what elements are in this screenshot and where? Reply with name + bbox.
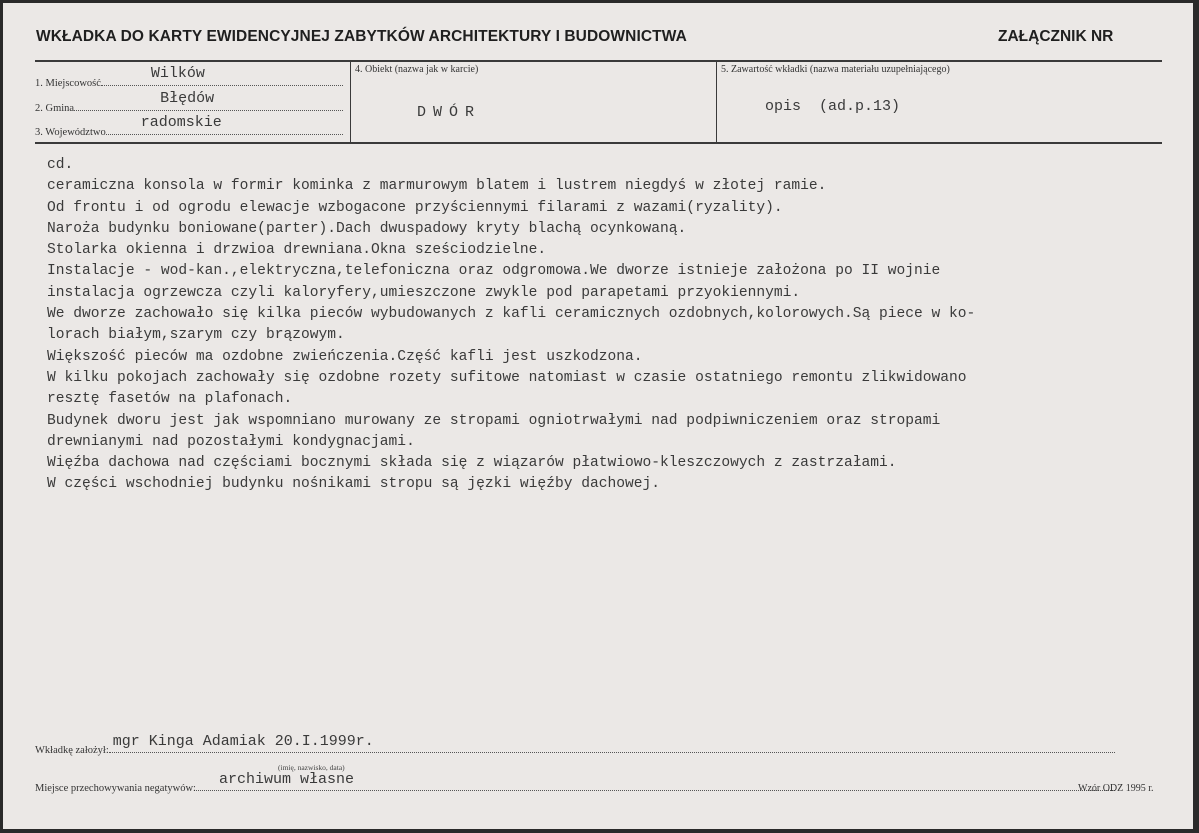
author-value: mgr Kinga Adamiak 20.I.1999r. — [112, 733, 374, 750]
author-hint: (imię, nazwisko, data) — [278, 763, 345, 772]
text-line: lorach białym,szarym czy brązowym. — [47, 327, 345, 344]
author-dotted-line — [109, 733, 1115, 753]
object-value: DWÓR — [417, 104, 482, 121]
text-line: We dworze zachowało się kilka pieców wybudowanych z kafli ceramicznych ozdobnych,kolorowych.Są piece w ko- — [47, 306, 976, 323]
text-line: Instalacje - wod-kan.,elektryczna,telefoniczna oraz odgromowa.We dworze istnieje założona po II wojnie — [47, 263, 941, 280]
negatives-dotted-line — [196, 771, 1115, 791]
commune-value: Błędów — [160, 90, 215, 107]
text-line: ceramiczna konsola w formir kominka z marmurowym blatem i lustrem niegdyś w złotej ramie. — [47, 178, 827, 195]
text-line: Więźba dachowa nad częściami bocznymi składa się z wiązarów płatwiowo-kleszczowych z zastrzałami. — [47, 455, 897, 472]
contents-value: opis (ad.p.13) — [765, 98, 901, 115]
author-label: Wkładkę założył: — [35, 745, 109, 756]
text-line: W kilku pokojach zachowały się ozdobne rozety sufitowe natomiast w czasie ostatniego remontu zlikwidowano — [47, 369, 967, 386]
negatives-location-label: Miejsce przechowywania negatywów: — [35, 783, 196, 794]
form-title: WKŁADKA DO KARTY EWIDENCYJNEJ ZABYTKÓW ARCHITEKTURY I BUDOWNICTWA — [36, 28, 687, 45]
contents-label: 5. Zawartość wkładki (nazwa materiału uzupełniającego) — [721, 64, 950, 75]
locality-field — [35, 66, 343, 90]
locality-value: Wilków — [150, 65, 205, 82]
locality-dotted-line — [101, 65, 343, 86]
contents-cell — [717, 62, 1162, 142]
voivodeship-label: 3. Województwo — [35, 127, 106, 138]
commune-label: 2. Gmina — [35, 103, 75, 114]
voivodeship-value: radomskie — [140, 114, 222, 131]
text-line: instalacja ogrzewcza czyli kaloryfery,umieszczone zwykle pod parapetami przyokiennymi. — [47, 284, 801, 301]
text-line: Większość pieców ma ozdobne zwieńczenia.Część kafli jest uszkodzona. — [47, 348, 643, 365]
locality-label: 1. Miejscowość — [35, 78, 101, 89]
text-line: resztę fasetów na plafonach. — [47, 391, 293, 408]
location-cell — [35, 62, 351, 142]
voivodeship-dotted-line — [106, 114, 343, 135]
object-cell — [351, 62, 717, 142]
text-line: Od frontu i od ogrodu elewacje wzbogacone przyściennymi filarami z wazami(ryzality). — [47, 199, 783, 216]
template-reference: Wzór ODZ 1995 r. — [1078, 783, 1154, 794]
object-label: 4. Obiekt (nazwa jak w karcie) — [355, 64, 479, 75]
voivodeship-field — [35, 115, 343, 139]
text-line: Naroża budynku boniowane(parter).Dach dwuspadowy kryty blachą ocynkowaną. — [47, 220, 687, 237]
text-line: Stolarka okienna i drzwioa drewniana.Okna sześciodzielne. — [47, 242, 547, 259]
annex-number-label: ZAŁĄCZNIK NR — [998, 28, 1114, 45]
negatives-location-field — [35, 771, 1115, 794]
author-field — [35, 733, 1115, 756]
text-line: drewnianymi nad pozostałymi kondygnacjami. — [47, 433, 415, 450]
negatives-location-value: archiwum własne — [218, 771, 354, 788]
commune-dotted-line — [74, 90, 343, 111]
commune-field — [35, 91, 343, 115]
description-text — [47, 155, 1157, 496]
header-table — [35, 60, 1162, 144]
text-line: cd. — [47, 157, 74, 173]
record-card-insert — [3, 3, 1193, 829]
text-line: W części wschodniej budynku nośnikami stropu są jęzki więźby dachowej. — [47, 476, 661, 493]
text-line: Budynek dworu jest jak wspomniano murowany ze stropami ogniotrwałymi nad podpiwniczeniem oraz stropami — [47, 412, 941, 429]
